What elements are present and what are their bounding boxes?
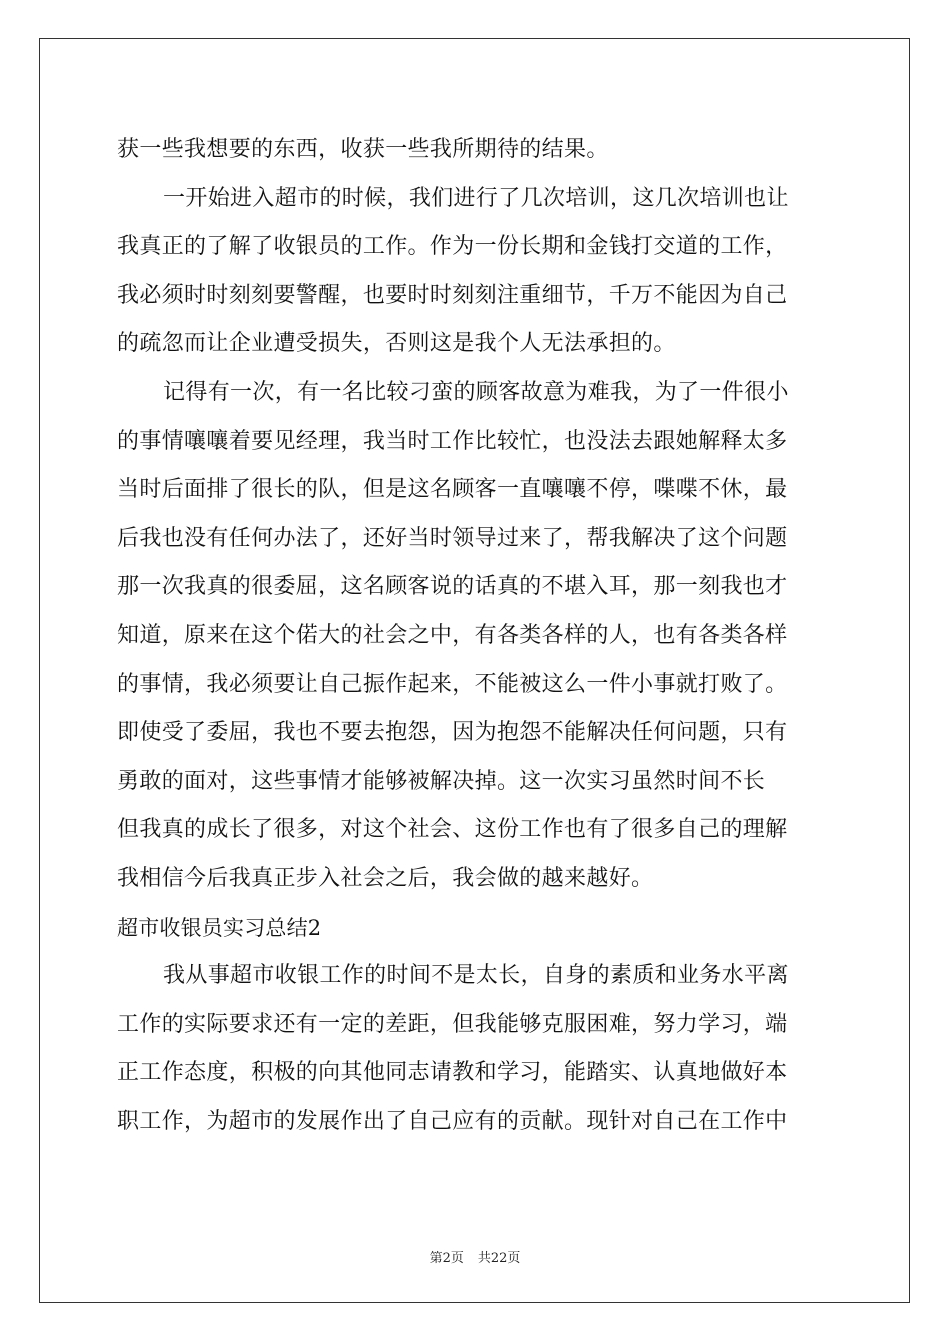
text-line: 后我也没有任何办法了，还好当时领导过来了，帮我解决了这个问题 [117,525,788,551]
text-line: 我真正的了解了收银员的工作。作为一份长期和金钱打交道的工作， [117,234,788,260]
section-heading: 超市收银员实习总结2 [117,915,322,940]
text-line: 但我真的成长了很多，对这个社会、这份工作也有了很多自己的理解 [117,817,788,843]
text-line: 的事情嚷嚷着要见经理，我当时工作比较忙，也没法去跟她解释太多 [117,428,788,454]
text-line: 记得有一次，有一名比较刁蛮的顾客故意为难我，为了一件很小 [163,379,789,405]
text-line: 正工作态度，积极的向其他同志请教和学习，能踏实、认真地做好本 [117,1060,788,1086]
text-line: 即使受了委屈，我也不要去抱怨，因为抱怨不能解决任何问题，只有 [117,720,788,746]
total-pages: 共22页 [477,1251,521,1266]
page-number: 第2页 [429,1251,464,1266]
text-line: 我从事超市收银工作的时间不是太长，自身的素质和业务水平离 [163,963,789,989]
text-line: 知道，原来在这个偌大的社会之中，有各类各样的人，也有各类各样 [117,622,788,648]
text-line: 那一次我真的很委屈，这名顾客说的话真的不堪入耳，那一刻我也才 [117,574,788,600]
text-line: 职工作，为超市的发展作出了自己应有的贡献。现针对自己在工作中 [117,1108,788,1134]
text-line: 获一些我想要的东西，收获一些我所期待的结果。 [117,137,609,162]
document-body [117,126,837,1146]
text-line: 的疏忽而让企业遭受损失，否则这是我个人无法承担的。 [117,331,676,357]
page-footer [0,1247,950,1266]
text-line: 勇敢的面对，这些事情才能够被解决掉。这一次实习虽然时间不长 [117,768,766,794]
text-line: 我必须时时刻刻要警醒，也要时时刻刻注重细节，千万不能因为自己 [117,282,788,308]
text-line: 当时后面排了很长的队，但是这名顾客一直嚷嚷不停，喋喋不休，最 [117,477,788,503]
text-line: 的事情，我必须要让自己振作起来，不能被这么一件小事就打败了。 [117,671,788,697]
text-line: 一开始进入超市的时候，我们进行了几次培训，这几次培训也让 [163,185,789,211]
text-line: 工作的实际要求还有一定的差距，但我能够克服困难，努力学习，端 [117,1011,788,1037]
text-line: 我相信今后我真正步入社会之后，我会做的越来越好。 [117,865,654,891]
